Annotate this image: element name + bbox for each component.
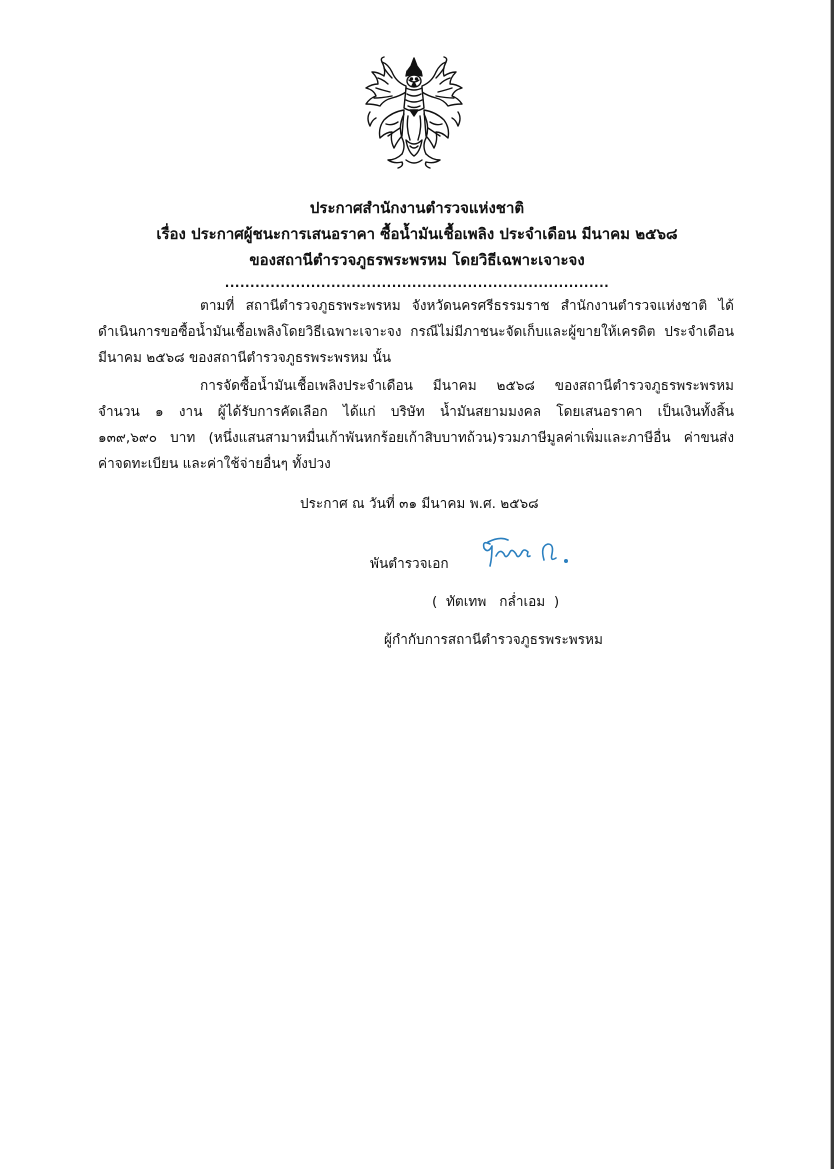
handwritten-signature [478,534,574,574]
paragraph1-line2: ดำเนินการขอซื้อน้ำมันเชื้อเพลิงโดยวิธีเฉพาะเจาะจง กรณีไม่มีภาชนะจัดเก็บและผู้ขายให้เครดิต ประจำเดือน [98,324,734,340]
announcement-date: ประกาศ ณ วันที่ ๓๑ มีนาคม พ.ศ. ๒๕๖๘ [300,496,539,512]
garuda-emblem-icon [362,56,466,170]
signer-position: ผู้กำกับการสถานีตำรวจภูธรพระพรหม [384,632,603,648]
paragraph2-line3: ๑๓๙,๖๙๐ บาท (หนึ่งแสนสามาหมื่นเก้าพันหกร้อยเก้าสิบบาทถ้วน)รวมภาษีมูลค่าเพิ่มและภาษีอื่น ค่าขนส่ง [98,430,734,446]
paragraph2-line4: ค่าจดทะเบียน และค่าใช้จ่ายอื่นๆ ทั้งปวง [98,456,331,472]
announcement-title: ประกาศสำนักงานตำรวจแห่งชาติ [309,199,525,217]
signer-rank: พันตำรวจเอก [370,556,449,572]
paragraph1-line1: ตามที่ สถานีตำรวจภูธรพระพรหม จังหวัดนครศรีธรรมราช สำนักงานตำรวจแห่งชาติ ได้ [200,298,734,314]
announcement-subject-cont: ของสถานีตำรวจภูธรพระพรหม โดยวิธีเฉพาะเจาะจง [249,251,585,269]
signer-name: ( ทัตเทพ กล่ำเอม ) [432,594,560,610]
paragraph2-line2: จำนวน ๑ งาน ผู้ได้รับการคัดเลือก ได้แก่ บริษัท น้ำมันสยามมงคล โดยเสนอราคา เป็นเงินทั้งสิ้น [98,404,734,420]
header-separator: ............................................................................ [224,276,610,290]
paragraph2-line1: การจัดซื้อน้ำมันเชื้อเพลิงประจำเดือน มีนาคม ๒๕๖๘ ของสถานีตำรวจภูธรพระพรหม [200,378,734,394]
paragraph1-line3: มีนาคม ๒๕๖๘ ของสถานีตำรวจภูธรพระพรหม นั้น [98,350,392,366]
announcement-subject: เรื่อง ประกาศผู้ชนะการเสนอราคา ซื้อน้ำมันเชื้อเพลิง ประจำเดือน มีนาคม ๒๕๖๘ [156,225,678,243]
